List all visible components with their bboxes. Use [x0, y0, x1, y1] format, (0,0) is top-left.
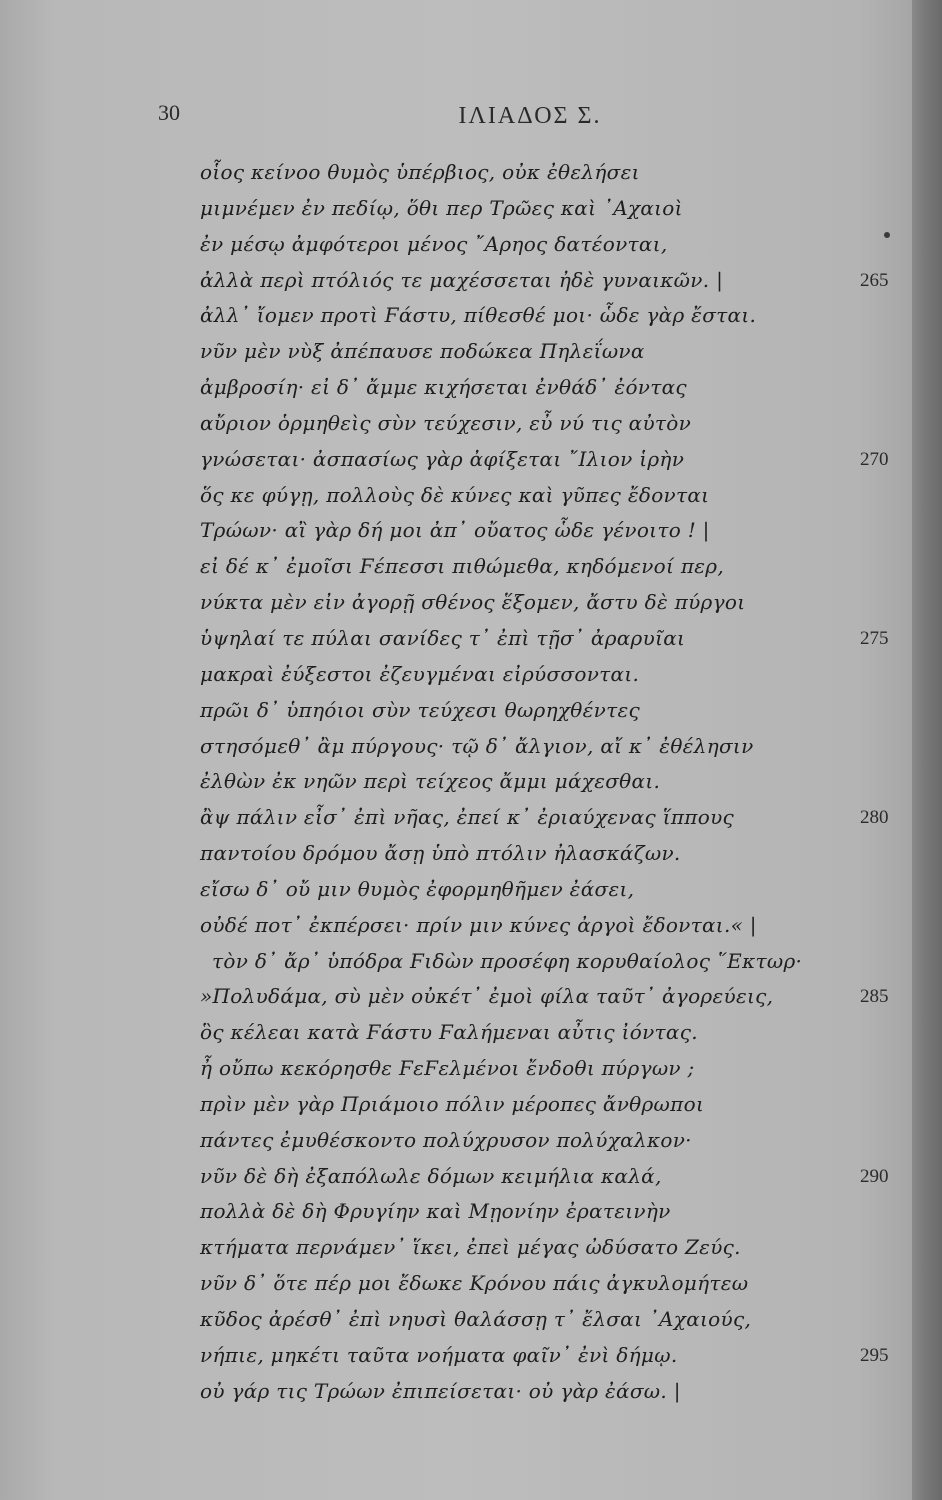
verse-text: μιμνέμεν ἐν πεδίῳ, ὅθι περ Τρῶες καὶ ᾿Αχαιοὶ — [200, 195, 683, 220]
verse-text: νῦν δ᾿ ὅτε πέρ μοι ἔδωκε Κρόνου πάις ἀγκυλομήτεω — [200, 1271, 749, 1296]
verse-text: ὅς κε φύγῃ, πολλοὺς δὲ κύνες καὶ γῦπες ἔδονται — [200, 482, 710, 507]
page-edge-shadow — [912, 0, 942, 1500]
verse-line — [200, 1087, 880, 1123]
verse-text: παντοίου δρόμου ἄσῃ ὑπὸ πτόλιν ἠλασκάζων. — [200, 841, 681, 866]
verse-text: ὃς κέλεαι κατὰ Ϝάστυ Ϝαλήμεναι αὖτις ἰόντας. — [200, 1020, 698, 1045]
line-number: 295 — [860, 1344, 889, 1366]
verse-line — [200, 836, 880, 872]
ink-speck — [884, 232, 890, 238]
verse-text: οὐδέ ποτ᾿ ἐκπέρσει· πρίν μιν κύνες ἀργοὶ ἔδονται.« | — [200, 912, 757, 937]
verse-line — [200, 1123, 880, 1159]
verse-line — [200, 1230, 880, 1266]
verse-line — [200, 800, 889, 836]
verse-line — [200, 1194, 880, 1230]
verse-text: ὑψηλαί τε πύλαι σανίδες τ᾿ ἐπὶ τῇσ᾿ ἀραρυῖαι — [200, 625, 686, 650]
verse-line — [200, 908, 880, 944]
verse-line — [200, 729, 880, 765]
verse-text: πρὶν μὲν γὰρ Πριάμοιο πόλιν μέροπες ἄνθρωποι — [200, 1091, 705, 1116]
verse-line — [200, 764, 880, 800]
line-number: 270 — [860, 448, 889, 470]
verse-text: εἴσω δ᾿ οὔ μιν θυμὸς ἐφορμηθῆμεν ἐάσει, — [200, 876, 635, 901]
verse-text: Τρώων· αἲ γὰρ δή μοι ἀπ᾿ οὔατος ὧδε γένοιτο ! | — [200, 518, 710, 543]
verse-text: ἀλλὰ περὶ πτόλιός τε μαχέσσεται ἠδὲ γυναικῶν. | — [200, 267, 724, 292]
verse-text: ἐλθὼν ἐκ νηῶν περὶ τείχεος ἄμμι μάχεσθαι. — [200, 769, 661, 794]
line-number: 275 — [860, 627, 889, 649]
line-number: 285 — [860, 986, 889, 1008]
verse-line — [200, 1015, 880, 1051]
verse-text: ἐν μέσῳ ἀμφότεροι μένος ῎Αρηος δατέονται, — [200, 231, 668, 256]
verse-text: νήπιε, μηκέτι ταῦτα νοήματα φαῖν᾿ ἐνὶ δήμῳ. — [200, 1342, 678, 1367]
verse-line — [200, 1051, 880, 1087]
verse-text: ἀλλ᾿ ἴομεν προτὶ Ϝάστυ, πίθεσθέ μοι· ὧδε γὰρ ἔσται. — [200, 303, 757, 328]
verse-text: στησόμεθ᾿ ἂμ πύργους· τῷ δ᾿ ἄλγιον, αἴ κ᾿ ἐθέλησιν — [200, 733, 754, 758]
verse-text: ἀμβροσίη· εἰ δ᾿ ἄμμε κιχήσεται ἐνθάδ᾿ ἐόντας — [200, 375, 687, 400]
verse-text: ἦ οὔπω κεκόρησθε ϜεϜελμένοι ἔνδοθι πύργων ; — [200, 1056, 695, 1081]
verse-line — [200, 298, 880, 334]
verse-text: νῦν δὲ δὴ ἐξαπόλωλε δόμων κειμήλια καλά, — [200, 1163, 662, 1188]
verse-text: »Πολυδάμα, σὺ μὲν οὐκέτ᾿ ἐμοὶ φίλα ταῦτ᾿ ἀγορεύεις, — [200, 984, 774, 1009]
verse-block — [200, 155, 889, 1410]
verse-line — [200, 549, 880, 585]
verse-line — [200, 1338, 889, 1374]
verse-text: κτήματα περνάμεν᾿ ἵκει, ἐπεὶ μέγας ὠδύσατο Ζεύς. — [200, 1235, 741, 1260]
verse-text: πάντες ἐμυθέσκοντο πολύχρυσον πολύχαλκον· — [200, 1127, 692, 1152]
verse-line — [200, 1374, 880, 1410]
verse-text: νύκτα μὲν εἰν ἀγορῇ σθένος ἕξομεν, ἄστυ δὲ πύργοι — [200, 590, 746, 615]
verse-text: εἰ δέ κ᾿ ἐμοῖσι Ϝέπεσσι πιθώμεθα, κηδόμενοί περ, — [200, 554, 725, 579]
verse-line — [200, 370, 880, 406]
verse-line — [200, 1159, 889, 1195]
verse-text: ἂψ πάλιν εἶσ᾿ ἐπὶ νῆας, ἐπεί κ᾿ ἐριαύχενας ἵππους — [200, 805, 735, 830]
verse-line — [200, 442, 889, 478]
verse-line — [200, 944, 880, 980]
verse-text: πρῶι δ᾿ ὑπηόιοι σὺν τεύχεσι θωρηχθέντες — [200, 697, 641, 722]
verse-line — [200, 334, 880, 370]
verse-line — [200, 621, 889, 657]
verse-line — [200, 406, 880, 442]
line-number: 280 — [860, 807, 889, 829]
line-number: 265 — [860, 269, 889, 291]
verse-text: οὐ γάρ τις Τρώων ἐπιπείσεται· οὐ γὰρ ἐάσω. | — [200, 1378, 681, 1403]
verse-text: πολλὰ δὲ δὴ Φρυγίην καὶ Μῃονίην ἐρατεινὴν — [200, 1199, 671, 1224]
verse-line — [200, 191, 880, 227]
verse-line — [200, 513, 880, 549]
verse-text: νῦν μὲν νὺξ ἀπέπαυσε ποδώκεα Πηλεΐωνα — [200, 339, 645, 364]
verse-line — [200, 155, 880, 191]
line-number: 290 — [860, 1165, 889, 1187]
verse-line — [200, 1266, 880, 1302]
page-number: 30 — [158, 100, 180, 125]
verse-line — [200, 227, 880, 263]
verse-line — [200, 263, 889, 299]
verse-text: κῦδος ἀρέσθ᾿ ἐπὶ νηυσὶ θαλάσσῃ τ᾿ ἔλσαι ᾿Αχαιούς, — [200, 1307, 752, 1331]
verse-text: γνώσεται· ἀσπασίως γὰρ ἀφίξεται ῎Ιλιον ἱρὴν — [200, 446, 685, 471]
verse-line — [200, 872, 880, 908]
verse-text: αὔριον ὁρμηθεὶς σὺν τεύχεσιν, εὖ νύ τις αὐτὸν — [200, 410, 692, 435]
verse-line — [200, 478, 880, 514]
running-title: ΙΛΙΑΔΟΣ Σ. — [458, 103, 602, 129]
verse-line — [200, 693, 880, 729]
verse-text: μακραὶ ἐύξεστοι ἐζευγμέναι εἰρύσσονται. — [200, 661, 640, 686]
verse-text: οἷος κείνοο θυμὸς ὑπέρβιος, οὐκ ἐθελήσει — [200, 160, 640, 184]
verse-line — [200, 1302, 880, 1338]
verse-text: τὸν δ᾿ ἄρ᾿ ὑπόδρα Ϝιδὼν προσέφη κορυθαίολος ῞Εκτωρ· — [212, 948, 803, 973]
verse-line — [200, 979, 889, 1015]
verse-line — [200, 657, 880, 693]
verse-line — [200, 585, 880, 621]
